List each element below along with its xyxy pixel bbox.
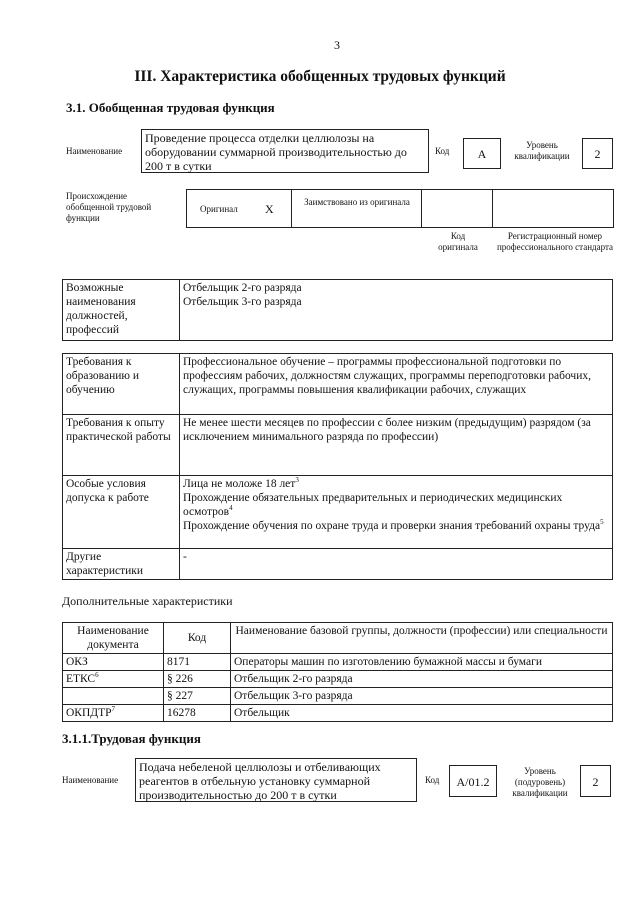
level-label: Уровень квалификации bbox=[514, 140, 570, 161]
header-code: Код bbox=[164, 623, 231, 654]
name-label: Наименование bbox=[66, 146, 123, 156]
tf-level-label: Уровень (подуровень) квалификации bbox=[512, 766, 568, 798]
page-number: 3 bbox=[334, 38, 340, 52]
tf-level-value: 2 bbox=[580, 765, 611, 797]
header-name: Наименование базовой группы, должности (профессии) или специальности bbox=[231, 623, 613, 654]
table-row: ЕТКС$^6$ § 226 Отбельщик 2-го разряда bbox=[63, 671, 613, 688]
other-label: Другие характеристики bbox=[63, 549, 180, 580]
positions-value bbox=[180, 280, 613, 341]
experience-value: Не менее шести месяцев по профессии с более низким (предыдущим) разрядом (за исключением минимального разряда по профессии) bbox=[180, 415, 613, 476]
education-value: Профессиональное обучение – программы профессиональной подготовки по профессиям рабочих, должностям служащих, программы переподготовки рабочих, служащих, программы повышения квалификации рабочих, служащих bbox=[180, 354, 613, 415]
section-heading-3-1: 3.1. Обобщенная трудовая функция bbox=[66, 100, 275, 115]
position-item: Отбельщик 2-го разряда bbox=[183, 282, 302, 294]
tf-name-value: Подача небеленой целлюлозы и отбеливающих реагентов в отбельную установку суммарной производительностью до 200 т в сутки bbox=[135, 758, 417, 802]
tf-code-label: Код bbox=[425, 775, 440, 785]
origin-code-caption: Код оригинала bbox=[438, 231, 478, 252]
table-row: § 227 Отбельщик 3-го разряда bbox=[63, 688, 613, 705]
table-row: ОКПДТР$^7$ 16278 Отбельщик bbox=[63, 705, 613, 722]
additional-caption: Дополнительные характеристики bbox=[62, 594, 233, 608]
special-conditions-label: Особые условия допуска к работе bbox=[63, 476, 180, 549]
origin-label: Происхождение обобщенной трудовой функции bbox=[66, 191, 152, 223]
education-label: Требования к образованию и обучению bbox=[63, 354, 180, 415]
borrowed-label: Заимствовано из оригинала bbox=[304, 197, 410, 207]
gtf-level-value: 2 bbox=[582, 138, 613, 169]
tf-name-label: Наименование bbox=[62, 775, 119, 785]
positions-table bbox=[62, 279, 613, 341]
origin-table bbox=[186, 189, 614, 228]
page-title: III. Характеристика обобщенных трудовых функций bbox=[134, 68, 506, 85]
section-heading-3-1-1: 3.1.1.Трудовая функция bbox=[62, 731, 201, 746]
other-value: - bbox=[180, 549, 613, 580]
original-mark: X bbox=[265, 202, 274, 216]
tf-code-value: A/01.2 bbox=[449, 765, 497, 797]
experience-label: Требования к опыту практической работы bbox=[63, 415, 180, 476]
positions-label: Возможные наименования должностей, профессий bbox=[63, 280, 180, 341]
code-label: Код bbox=[435, 146, 450, 156]
gtf-code-value: A bbox=[463, 138, 501, 169]
gtf-name-value: Проведение процесса отделки целлюлозы на оборудовании суммарной производительностью до 200 т в сутки bbox=[141, 129, 429, 173]
position-item: Отбельщик 3-го разряда bbox=[183, 296, 302, 308]
header-doc: Наименование документа bbox=[63, 623, 164, 654]
additional-table bbox=[62, 622, 613, 722]
special-conditions-value: Лица не моложе 18 лет$^3$ Прохождение обязательных предварительных и периодических медицинских осмотров$^4$ Прохождение обучения по охране труда и проверки знания требований охраны труда$^5$ bbox=[180, 476, 613, 549]
reg-number-caption: Регистрационный номер профессионального стандарта bbox=[496, 231, 614, 252]
requirements-table bbox=[62, 353, 613, 580]
table-row: ОКЗ 8171 Операторы машин по изготовлению бумажной массы и бумаги bbox=[63, 654, 613, 671]
original-label: Оригинал bbox=[200, 204, 238, 214]
